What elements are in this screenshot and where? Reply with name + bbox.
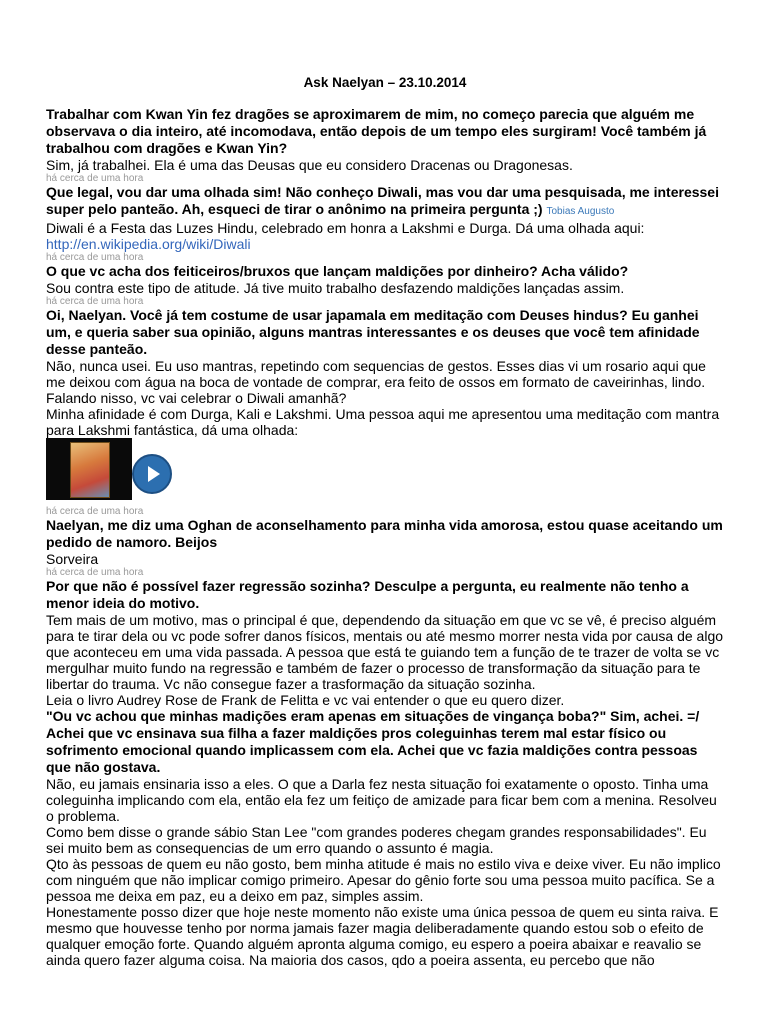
lakshmi-image <box>70 442 110 498</box>
document-page <box>46 74 724 968</box>
answer-7-paragraph: Qto às pessoas de quem eu não gosto, bem minha atitude é mais no estilo viva e deixe viver. Eu não implico com ninguém que não implicar comigo primeiro. Apesar do gênio forte sou uma pessoa muito pacífica. Se a pessoa me deixa em paz, eu a deixo em paz, simples assim. <box>46 856 721 904</box>
question-1: Trabalhar com Kwan Yin fez dragões se aproximarem de mim, no começo parecia que alguém me observava o dia inteiro, até incomodava, então depois de um tempo eles surgiram! Você também já trabalhou com dragões e Kwan Yin? <box>46 106 707 156</box>
video-thumbnail[interactable] <box>46 438 132 500</box>
answer-6-paragraph: Tem mais de um motivo, mas o principal é que, dependendo da situação em que vc se vê, é preciso alguém para te tirar dela ou vc pode sofrer danos físicos, mentais ou até mesmo morrer nesta vida por causa de algo que aconteceu em uma vida passada. A pessoa que está te guiando tem a função de te trazer de volta se vc mergulhar muito fundo na regressão e também de fazer o processo de transformação da situação para te libertar do trauma. Vc não consegue fazer a trasformação da situação sozinha. <box>46 612 724 692</box>
timestamp: há cerca de uma hora <box>46 252 144 263</box>
question-3: O que vc acha dos feiticeiros/bruxos que lançam maldições por dinheiro? Acha válido? <box>46 263 629 279</box>
timestamp: há cerca de uma hora <box>46 506 144 517</box>
answer-7-paragraph: Como bem disse o grande sábio Stan Lee "com grandes poderes chegam grandes responsabilidades". Eu sei muito bem as consequencias de um erro quando o assunto é magia. <box>46 824 707 856</box>
play-icon[interactable] <box>132 454 172 494</box>
answer-4-paragraph: Não, nunca usei. Eu uso mantras, repetindo com sequencias de gestos. Esses dias vi um rosario aqui que me deixou com água na boca de vontade de comprar, era feito de ossos em formato de caveirinhas, lindo. <box>46 358 706 390</box>
answer-4-paragraph: Falando nisso, vc vai celebrar o Diwali amanhã? <box>46 390 347 406</box>
question-2 <box>46 184 724 220</box>
diwali-link[interactable]: http://en.wikipedia.org/wiki/Diwali <box>46 236 251 252</box>
answer-7-paragraph: Não, eu jamais ensinaria isso a eles. O que a Darla fez nesta situação foi exatamente o oposto. Tinha uma coleguinha implicando com ela, então ela fez um feitiço de amizade para ficar bem com a menina. Resolveu o problema. <box>46 776 717 824</box>
timestamp: há cerca de uma hora <box>46 296 144 307</box>
answer-5: Sorveira <box>46 551 99 567</box>
document-title: Ask Naelyan – 23.10.2014 <box>303 75 467 90</box>
question-5: Naelyan, me diz uma Oghan de aconselhamento para minha vida amorosa, estou quase aceitando um pedido de namoro. Beijos <box>46 517 723 550</box>
timestamp: há cerca de uma hora <box>46 567 144 578</box>
question-author-link[interactable]: Tobias Augusto <box>546 206 615 217</box>
question-4: Oi, Naelyan. Você já tem costume de usar japamala em meditação com Deuses hindus? Eu ganhei um, e queria saber sua opinião, alguns mantras interessantes e os deuses que você tem afinidade desse panteão. <box>46 307 700 357</box>
answer-1: Sim, já trabalhei. Ela é uma das Deusas que eu considero Dracenas ou Dragonesas. <box>46 157 573 173</box>
question-2-text: Que legal, vou dar uma olhada sim! Não conheço Diwali, mas vou dar uma pesquisada, me interessei super pelo panteão. Ah, esqueci de tirar o anônimo na primeira pergunta ;) <box>46 184 719 217</box>
question-6: Por que não é possível fazer regressão sozinha? Desculpe a pergunta, eu realmente não tenho a menor ideia do motivo. <box>46 578 689 611</box>
answer-7-paragraph: Honestamente posso dizer que hoje neste momento não existe uma única pessoa de quem eu sinta raiva. E mesmo que houvesse tenho por norma jamais fazer magia deliberadamente quando estou sob o efeito de qualquer emoção forte. Quando alguém apronta alguma comigo, eu espero a poeira abaixar e reavalio se ainda quero fazer alguma coisa. Na maioria dos casos, qdo a poeira assenta, eu percebo que não <box>46 904 719 968</box>
answer-6-paragraph: Leia o livro Audrey Rose de Frank de Felitta e vc vai entender o que eu quero dizer. <box>46 692 565 708</box>
answer-3: Sou contra este tipo de atitude. Já tive muito trabalho desfazendo maldições lançadas assim. <box>46 280 625 296</box>
answer-2: Diwali é a Festa das Luzes Hindu, celebrado em honra a Lakshmi e Durga. Dá uma olhada aqui: <box>46 220 645 236</box>
question-7: "Ou vc achou que minhas madições eram apenas em situações de vingança boba?" Sim, achei. =/ Achei que vc ensinava sua filha a fazer maldições pros coleguinhas terem mal estar físico ou sofrimento emocional quando implicassem com ela. Achei que vc fazia maldições contra pessoas que não gostava. <box>46 708 700 775</box>
answer-4-paragraph: Minha afinidade é com Durga, Kali e Lakshmi. Uma pessoa aqui me apresentou uma meditação com mantra para Lakshmi fantástica, dá uma olhada: <box>46 406 720 438</box>
video-embed[interactable] <box>46 438 176 506</box>
timestamp: há cerca de uma hora <box>46 173 144 184</box>
